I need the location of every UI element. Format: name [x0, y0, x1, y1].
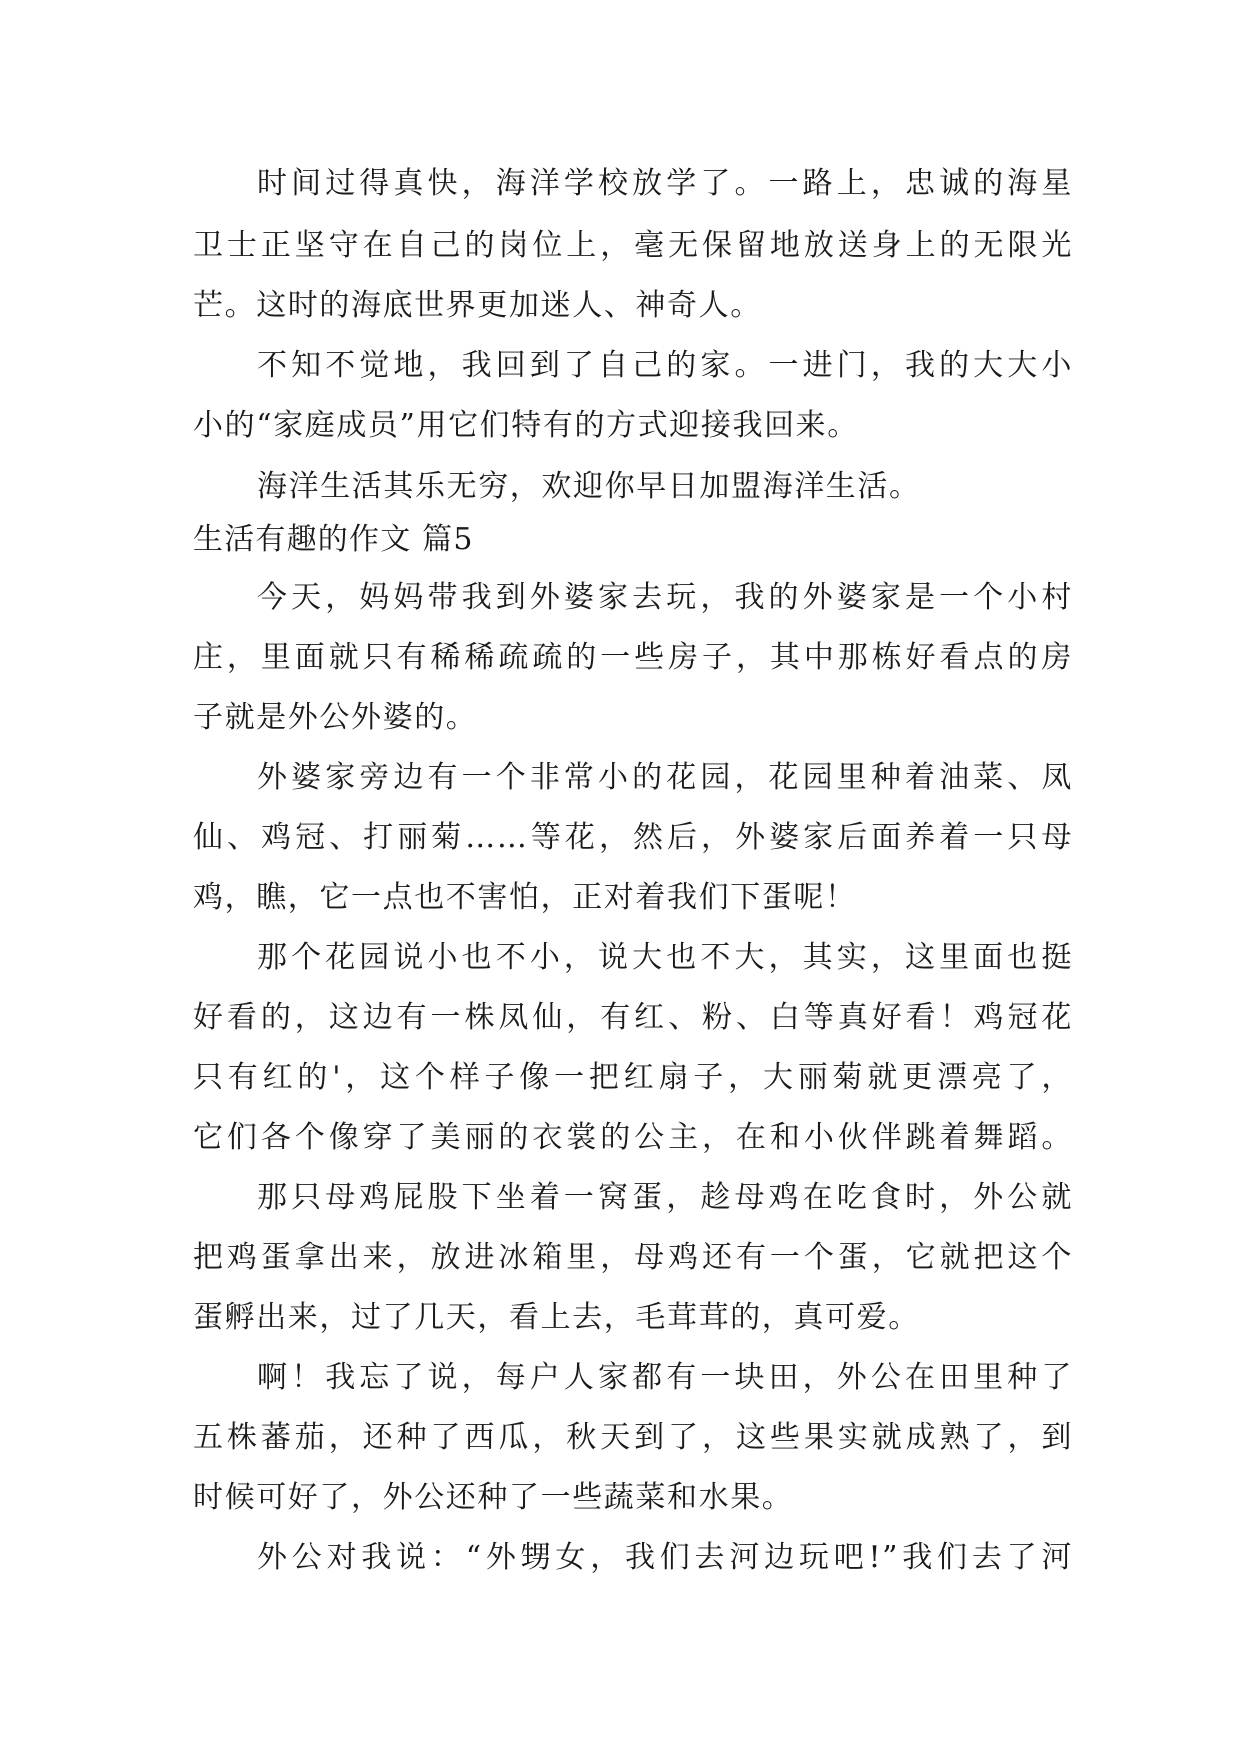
paragraph-line: 仙、鸡冠、打丽菊……等花，然后，外婆家后面养着一只母	[193, 820, 1073, 855]
paragraph-line: 它们各个像穿了美丽的衣裳的公主，在和小伙伴跳着舞蹈。	[193, 1120, 1073, 1155]
paragraph-line: 卫士正坚守在自己的岗位上，毫无保留地放送身上的无限光	[193, 228, 1073, 263]
paragraph-line: 鸡，瞧，它一点也不害怕，正对着我们下蛋呢！	[193, 880, 857, 915]
paragraph-line: 把鸡蛋拿出来，放进冰箱里，母鸡还有一个蛋，它就把这个	[193, 1240, 1073, 1275]
paragraph-line: 小的“家庭成员”用它们特有的方式迎接我回来。	[193, 408, 859, 443]
paragraph-line: 时间过得真快，海洋学校放学了。一路上，忠诚的海星	[257, 166, 1073, 201]
paragraph-line: 只有红的'，这个样子像一把红扇子，大丽菊就更漂亮了，	[193, 1060, 1073, 1095]
paragraph-line: 蛋孵出来，过了几天，看上去，毛茸茸的，真可爱。	[193, 1300, 920, 1335]
paragraph-line: 不知不觉地，我回到了自己的家。一进门，我的大大小	[257, 348, 1073, 383]
paragraph-line: 外婆家旁边有一个非常小的花园，花园里种着油菜、凤	[257, 760, 1073, 795]
paragraph-line: 海洋生活其乐无穷，欢迎你早日加盟海洋生活。	[257, 469, 921, 504]
paragraph-line: 芒。这时的海底世界更加迷人、神奇人。	[193, 288, 762, 323]
paragraph-line: 那只母鸡屁股下坐着一窝蛋，趁母鸡在吃食时，外公就	[257, 1180, 1073, 1215]
section-heading: 生活有趣的作文 篇5	[193, 522, 474, 557]
paragraph-line: 庄，里面就只有稀稀疏疏的一些房子，其中那栋好看点的房	[193, 640, 1073, 675]
paragraph-line: 啊！我忘了说，每户人家都有一块田，外公在田里种了	[257, 1360, 1073, 1395]
paragraph-line: 今天，妈妈带我到外婆家去玩，我的外婆家是一个小村	[257, 580, 1073, 615]
paragraph-line: 外公对我说：“外甥女，我们去河边玩吧!”我们去了河	[257, 1540, 1073, 1575]
paragraph-line: 那个花园说小也不小，说大也不大，其实，这里面也挺	[257, 940, 1073, 975]
paragraph-line: 好看的，这边有一株凤仙，有红、粉、白等真好看！鸡冠花	[193, 1000, 1073, 1035]
paragraph-line: 五株蕃茄，还种了西瓜，秋天到了，这些果实就成熟了，到	[193, 1420, 1073, 1455]
paragraph-line: 时候可好了，外公还种了一些蔬菜和水果。	[193, 1480, 794, 1515]
paragraph-line: 子就是外公外婆的。	[193, 700, 478, 735]
